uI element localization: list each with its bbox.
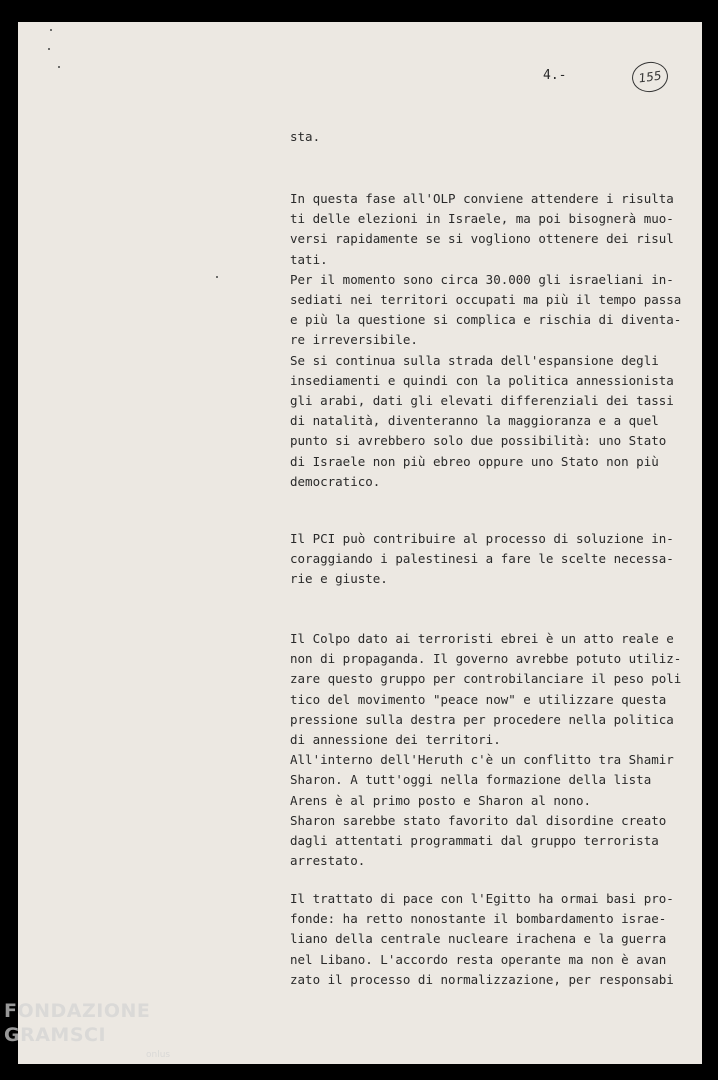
watermark-line-3: onlus <box>146 1050 171 1060</box>
watermark-line-2: GRAMSCI <box>4 1024 107 1046</box>
paragraph-continuation: sta. <box>290 129 321 144</box>
margin-mark <box>58 66 60 68</box>
margin-mark <box>50 29 52 31</box>
page-number: 4.- <box>543 68 567 83</box>
watermark-line-1: FONDAZIONE <box>4 1000 151 1022</box>
margin-mark <box>216 276 218 278</box>
paragraph-pci: Il PCI può contribuire al processo di soluzione in- coraggiando i palestinesi a fare le scelte necessa- rie e giuste. <box>290 531 674 587</box>
fondazione-gramsci-watermark <box>4 1000 204 1080</box>
paragraph-terrorists: Il Colpo dato ai terroristi ebrei è un atto reale e non di propaganda. Il governo avrebbe potuto utiliz- zare questo gruppo per controbilanciare il peso poli tico del movimento "peace now" e utilizzare questa pressione sulla destra per procedere nella politica di annessione dei territori. All'interno dell'Heruth c'è un conflitto tra Shamir Sharon. A tutt'oggi nella formazione della lista Arens è al primo posto e Sharon al nono. Sharon sarebbe stato favorito dal disordine creato dagli attentati programmati dal gruppo terrorista arrestato. <box>290 631 682 869</box>
paragraph-olp: In questa fase all'OLP conviene attendere i risulta ti delle elezioni in Israele, ma poi bisognerà muo- versi rapidamente se si vogliono ottenere dei risul tati. Per il momento sono circa 30.000 gli israeliani in- sediati nei territori occupati ma più il tempo passa e più la questione si complica e rischia di diventa- re irreversibile. Se si continua sulla strada dell'espansione degli insediamenti e quindi con la politica annessionista gli arabi, dati gli elevati differenziali dei tassi di natalità, diventeranno la maggioranza e a quel punto si avrebbero solo due possibilità: uno Stato di Israele non più ebreo oppure uno Stato non più democratico. <box>290 191 682 489</box>
document-page <box>18 22 702 1064</box>
archive-stamp: 155 <box>630 60 670 95</box>
margin-mark <box>48 48 50 50</box>
paragraph-egypt-treaty: Il trattato di pace con l'Egitto ha ormai basi pro- fonde: ha retto nonostante il bombardamento israe- liano della centrale nucleare irachena e la guerra nel Libano. L'accordo resta operante ma non è avan zato il processo di normalizzazione, per responsabi <box>290 891 674 987</box>
